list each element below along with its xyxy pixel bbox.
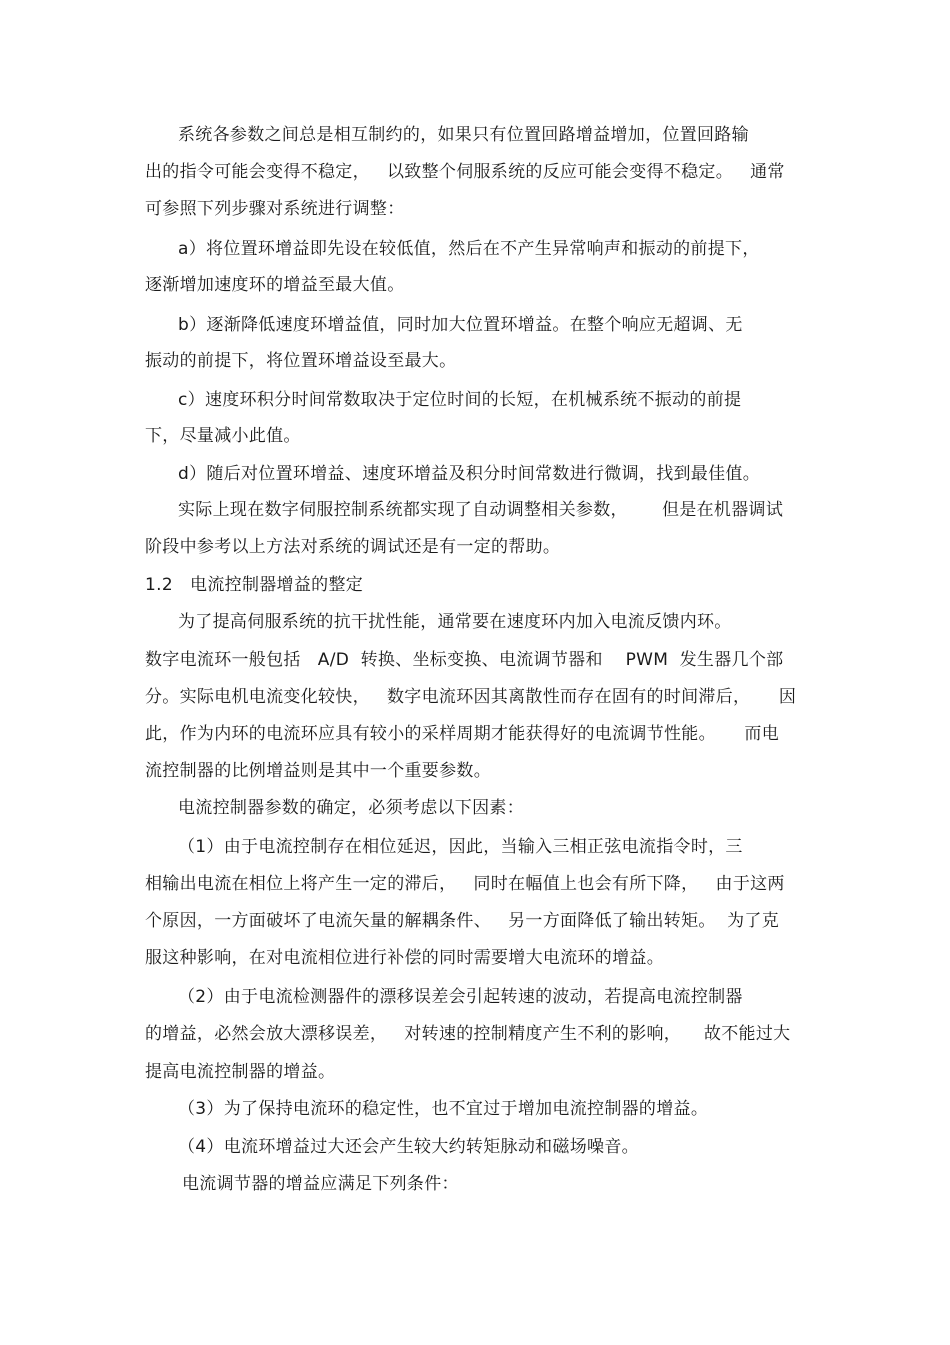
list-item-line: 振动的前提下，将位置环增益设至最大。 bbox=[145, 351, 457, 371]
paragraph-line: 系统各参数之间总是相互制约的，如果只有位置回路增益增加，位置回路输 bbox=[178, 125, 749, 145]
list-item-line: （2）由于电流检测器件的漂移误差会引起转速的波动，若提高电流控制器 bbox=[178, 987, 743, 1007]
list-item-line: d）随后对位置环增益、速度环增益及积分时间常数进行微调，找到最佳值。 bbox=[178, 464, 760, 484]
list-item-line: 逐渐增加速度环的增益至最大值。 bbox=[145, 275, 405, 295]
paragraph-line: 此，作为内环的电流环应具有较小的采样周期才能获得好的电流调节性能。 而电 bbox=[145, 724, 780, 744]
list-item-line: 服这种影响，在对电流相位进行补偿的同时需要增大电流环的增益。 bbox=[145, 948, 664, 968]
list-item-line: 下，尽量减小此值。 bbox=[145, 426, 301, 446]
list-item-line: 相输出电流在相位上将产生一定的滞后， 同时在幅值上也会有所下降， 由于这两 bbox=[145, 874, 785, 894]
list-item-line: 提高电流控制器的增益。 bbox=[145, 1062, 336, 1082]
paragraph-line: 可参照下列步骤对系统进行调整： bbox=[145, 199, 405, 219]
paragraph-line: 数字电流环一般包括 A/D 转换、坐标变换、电流调节器和 PWM 发生器几个部 bbox=[145, 650, 784, 670]
paragraph-line: 流控制器的比例增益则是其中一个重要参数。 bbox=[145, 761, 491, 781]
list-item-line: 的增益，必然会放大漂移误差， 对转速的控制精度产生不利的影响， 故不能过大 bbox=[145, 1024, 791, 1044]
paragraph-line: 为了提高伺服系统的抗干扰性能，通常要在速度环内加入电流反馈内环。 bbox=[178, 612, 732, 632]
paragraph-line: 分。实际电机电流变化较快， 数字电流环因其离散性而存在固有的时间滞后， 因 bbox=[145, 687, 797, 707]
list-item-line: b）逐渐降低速度环增益值，同时加大位置环增益。在整个响应无超调、无 bbox=[178, 315, 743, 335]
list-item-line: （3）为了保持电流环的稳定性，也不宜过于增加电流控制器的增益。 bbox=[178, 1099, 709, 1119]
section-heading: 1.2 电流控制器增益的整定 bbox=[145, 575, 364, 595]
list-item-line: （4）电流环增益过大还会产生较大约转矩脉动和磁场噪音。 bbox=[178, 1137, 639, 1157]
list-item-line: a）将位置环增益即先设在较低值，然后在不产生异常响声和振动的前提下， bbox=[178, 239, 760, 259]
paragraph-line: 出的指令可能会变得不稳定， 以致整个伺服系统的反应可能会变得不稳定。 通常 bbox=[145, 162, 785, 182]
paragraph-line: 阶段中参考以上方法对系统的调试还是有一定的帮助。 bbox=[145, 537, 561, 557]
paragraph-line: 电流控制器参数的确定，必须考虑以下因素： bbox=[178, 798, 524, 818]
paragraph-line: 实际上现在数字伺服控制系统都实现了自动调整相关参数， 但是在机器调试 bbox=[178, 500, 784, 520]
list-item-line: 个原因，一方面破坏了电流矢量的解耦条件、 另一方面降低了输出转矩。 为了克 bbox=[145, 911, 780, 931]
list-item-line: c）速度环积分时间常数取决于定位时间的长短，在机械系统不振动的前提 bbox=[178, 390, 742, 410]
list-item-line: （1）由于电流控制存在相位延迟，因此，当输入三相正弦电流指令时，三 bbox=[178, 837, 743, 857]
paragraph-line: 电流调节器的增益应满足下列条件： bbox=[182, 1174, 459, 1194]
